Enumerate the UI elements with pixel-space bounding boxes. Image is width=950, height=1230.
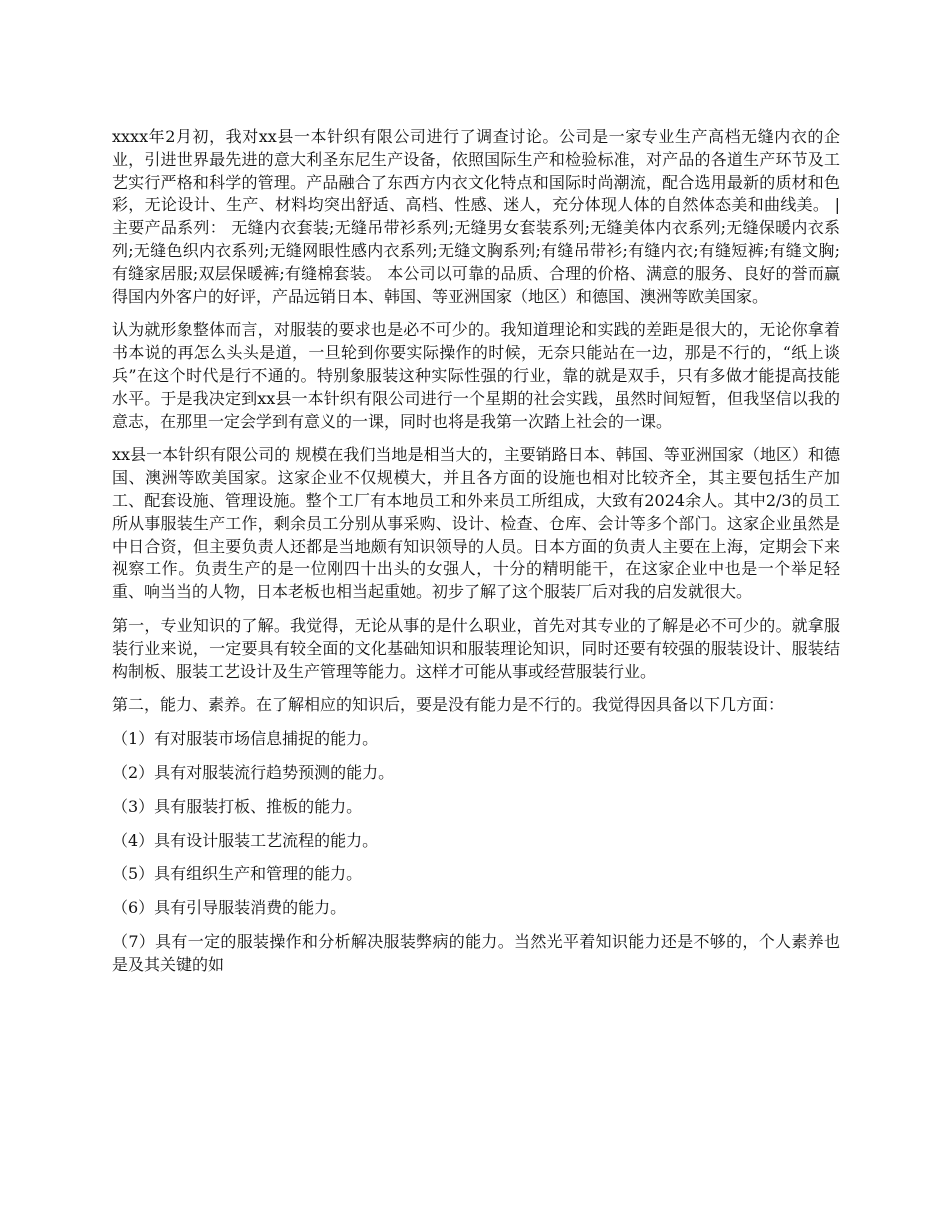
list-item: （5）具有组织生产和管理的能力。: [112, 864, 363, 884]
list-item: （3）具有服装打板、推板的能力。: [112, 796, 363, 816]
ability-list: [112, 728, 840, 976]
list-item: （2）具有对服装流行趋势预测的能力。: [112, 762, 395, 782]
list-item: （7）具有一定的服装操作和分析解决服装弊病的能力。当然光平着知识能力还是不够的，个人素养也是及其关键的如: [112, 931, 840, 974]
list-item: （1）有对服装市场信息捕捉的能力。: [112, 729, 379, 749]
paragraph-company-intro: xxxx年2月初，我对xx县一本针织有限公司进行了调查讨论。公司是一家专业生产高档无缝内衣的企业，引进世界最先进的意大利圣东尼生产设备，依照国际生产和检验标准，对产品的各道生产环节及工艺实行严格和科学的管理。产品融合了东西方内衣文化特点和国际时尚潮流，配合选用最新的质材和色彩，无论设计、生产、材料均突出舒适、高档、性感、迷人，充分体现人体的自然体态美和曲线美。 |主要产品系列： 无缝内衣套装;无缝吊带衫系列;无缝男女套装系列;无缝美体内衣系列;无缝保暖内衣系列;无缝色织内衣系列;无缝网眼性感内衣系列;无缝文胸系列;有缝吊带衫;有缝内衣;有缝短裤;有缝文胸;有缝家居服;双层保暖裤;有缝棉套装。 本公司以可靠的品质、合理的价格、满意的服务、良好的誉而赢得国内外客户的好评，产品远销日本、韩国、等亚洲国家（地区）和德国、澳洲等欧美国家。: [112, 127, 840, 306]
paragraph-professional-knowledge: 第一，专业知识的了解。我觉得，无论从事的是什么职业，首先对其专业的了解是必不可少的。就拿服装行业来说，一定要具有较全面的文化基础知识和服装理论知识，同时还要有较强的服装设计、服装结构制板、服装工艺设计及生产管理等能力。这样才可能从事或经营服装行业。: [112, 615, 840, 681]
paragraph-motivation: 认为就形象整体而言，对服装的要求也是必不可少的。我知道理论和实践的差距是很大的，无论你拿着书本说的再怎么头头是道，一旦轮到你要实际操作的时候，无奈只能站在一边，那是不行的，“纸上谈兵”在这个时代是行不通的。特别象服装这种实际性强的行业，靠的就是双手，只有多做才能提高技能水平。于是我决定到xx县一本针织有限公司进行一个星期的社会实践，虽然时间短暂，但我坚信以我的意志，在那里一定会学到有意义的一课，同时也将是我第一次踏上社会的一课。: [112, 320, 840, 431]
list-item: （6）具有引导服装消费的能力。: [112, 898, 347, 918]
document-page: [112, 126, 840, 988]
list-item: （4）具有设计服装工艺流程的能力。: [112, 830, 379, 850]
paragraph-ability: 第二，能力、素养。在了解相应的知识后，要是没有能力是不行的。我觉得因具备以下几方面：: [112, 695, 785, 715]
paragraph-company-scale: xx县一本针织有限公司的 规模在我们当地是相当大的，主要销路日本、韩国、等亚洲国家（地区）和德国、澳洲等欧美国家。这家企业不仅规模大，并且各方面的设施也相对比较齐全，其主要包括生产加工、配套设施、管理设施。整个工厂有本地员工和外来员工所组成，大致有2024余人。其中2/3的员工所从事服装生产工作，剩余员工分别从事采购、设计、检查、仓库、会计等多个部门。这家企业虽然是中日合资，但主要负责人还都是当地颇有知识领导的人员。日本方面的负责人主要在上海，定期会下来视察工作。负责生产的是一位刚四十出头的女强人，十分的精明能干，在这家企业中也是一个举足轻重、响当当的人物，日本老板也相当起重她。初步了解了这个服装厂后对我的启发就很大。: [112, 445, 840, 602]
